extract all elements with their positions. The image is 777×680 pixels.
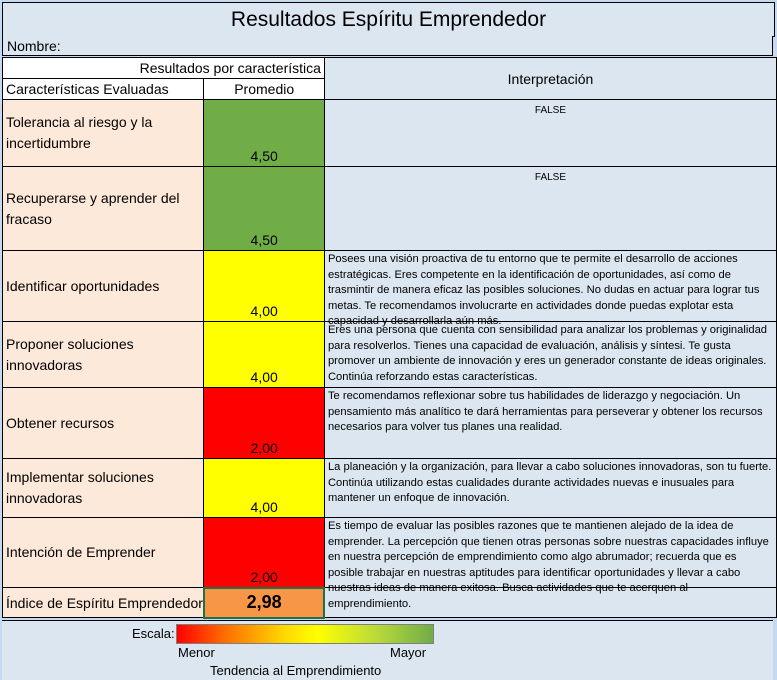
table-row [3, 459, 777, 518]
scale-caption: Tendencia al Emprendimiento [210, 663, 382, 678]
characteristic-cell[interactable]: Intención de Emprender [3, 518, 204, 588]
interpretation-text: Eres una persona que cuenta con sensibilidad para analizar los problemas y originalidad para resolverlos. Tienes una capacidad de evaluación, análisis y síntesi. Te gusta promover un ambiente de innovación y eres un generador constante de ideas originales. Continúa reforzando estas características. [327, 324, 768, 383]
scale-label: Escala: [132, 626, 175, 641]
index-value[interactable]: 2,98 [204, 588, 325, 618]
table-row [3, 251, 777, 322]
average-header: Promedio [204, 79, 325, 100]
average-cell[interactable] [204, 388, 325, 459]
page-title: Resultados Espíritu Emprendedor [2, 2, 775, 37]
table-row [3, 100, 777, 167]
nombre-field[interactable]: Nombre: [2, 36, 773, 56]
scale-min-label: Menor [178, 645, 215, 660]
average-cell[interactable] [204, 518, 325, 588]
characteristic-cell[interactable]: Proponer soluciones innovadoras [3, 322, 204, 388]
interpretation-text: FALSE [534, 105, 567, 116]
table-row [3, 322, 777, 388]
average-value: 4,00 [250, 303, 278, 319]
average-cell[interactable] [204, 167, 325, 251]
interpretation-text: La planeación y la organización, para llevar a cabo soluciones innovadoras, son tu fuerte. Continúa utilizando estas cualidades durante actividades nuevas e inusuales para mantener un enfoque de innovación. [327, 461, 772, 505]
average-cell[interactable] [204, 459, 325, 518]
interpretation-cell[interactable] [324, 388, 776, 459]
interpretation-text: Posees una visión proactiva de tu entorno que te permite el desarrollo de acciones estratégicas. Eres competente en la identificación de oportunidades, así como de trasmintir de manera eficaz las posibles soluciones. No dudas en actuar para lograr tus metas. Te recomendamos involucrarte en actividades donde puedas explotar esta capacidad y desarrollarla aún más. [327, 253, 760, 328]
average-value: 2,00 [250, 568, 278, 585]
table-row [3, 518, 777, 588]
interpretation-cell[interactable] [324, 518, 776, 610]
average-cell[interactable] [204, 100, 325, 167]
scale-legend [2, 620, 773, 680]
average-value: 4,00 [250, 499, 278, 515]
results-table [2, 57, 777, 619]
interpretation-text: FALSE [534, 172, 567, 183]
average-cell[interactable] [204, 322, 325, 388]
characteristic-cell[interactable]: Identificar oportunidades [3, 251, 204, 322]
average-value: 4,00 [250, 369, 278, 385]
table-row [3, 388, 777, 459]
interpretation-cell[interactable] [324, 322, 776, 388]
interpretation-cell[interactable] [324, 100, 776, 167]
average-value: 4,50 [250, 232, 278, 248]
average-value: 2,00 [250, 440, 278, 456]
average-cell[interactable] [204, 251, 325, 322]
characteristics-header: Características Evaluadas [3, 79, 204, 100]
interpretation-cell[interactable] [324, 459, 776, 518]
characteristic-cell[interactable]: Recuperarse y aprender del fracaso [3, 167, 204, 251]
interpretation-cell[interactable] [324, 251, 776, 328]
interpretation-cell[interactable] [324, 167, 776, 251]
interpretation-header: Interpretación [324, 58, 776, 100]
average-value: 4,50 [250, 148, 278, 164]
index-label[interactable]: Índice de Espíritu Emprendedor [3, 588, 204, 618]
characteristic-cell[interactable]: Tolerancia al riesgo y la incertidumbre [3, 100, 204, 167]
interpretation-text: Te recomendamos reflexionar sobre tus habilidades de liderazgo y negociación. Un pensamiento más analítico te dará herramientas para perseverar y obtener los recursos necesarios para volver tus planes una realidad. [327, 390, 763, 434]
characteristic-cell[interactable]: Implementar soluciones innovadoras [3, 459, 204, 518]
results-by-header: Resultados por característica [3, 58, 325, 79]
scale-max-label: Mayor [390, 645, 427, 660]
table-row [3, 167, 777, 251]
scale-gradient-bar [176, 624, 434, 644]
characteristic-cell[interactable]: Obtener recursos [3, 388, 204, 459]
interpretation-text: Es tiempo de evaluar las posibles razones que te mantienen alejado de la idea de emprender. La percepción que tienen otras personas sobre nuestras capacidades influye en nuestra percepción de emprendimiento como algo abrumador; recuerda que es posible trabajar en nuestras aptitudes para identificar oportunidades y llevar a cabo nuestras ideas de manera exitosa. Busca actividades que te acerquen al emprendimiento. [327, 520, 769, 610]
